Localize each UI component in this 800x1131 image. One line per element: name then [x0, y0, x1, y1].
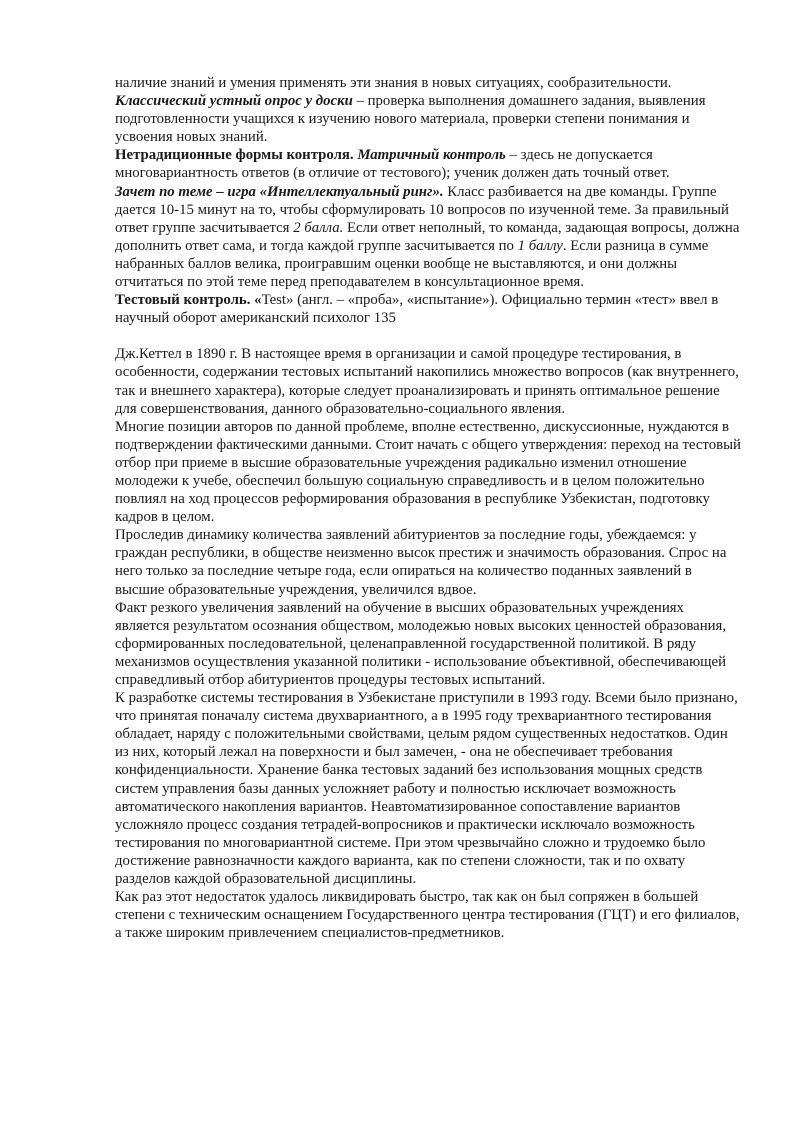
paragraph-testing-system: К разработке системы тестирования в Узбекистане приступили в 1993 году. Всеми было признано, что принятая поначалу система двухвариантного, а в 1995 году трехвариантного тестирования обладает, наряду с положительными свойствами, целым рядом существенных недостатков. Один из них, который лежал на поверхности и был замечен, - она не обеспечивает требования конфиденциальности. Хранение банка тестовых заданий без использования мощных средств систем управления базы данных усложняет работу и полностью исключает возможность автоматического накопления вариантов. Неавтоматизированное сопоставление вариантов усложняло процесс создания тетрадей-вопросников и практически исключало возможность тестирования по многовариантной системе. При этом чрезвычайно сложно и трудоемко было достижение равнозначности каждого варианта, как по степени сложности, так и по охвату разделов каждой образовательной дисциплины.: [115, 690, 738, 888]
paragraph-applications-dynamics: Проследив динамику количества заявлений абитуриентов за последние годы, убеждаемся: у граждан республики, в обществе неизменно высок престиж и значимость образования. Спрос на него только за последние четыре года, если опираться на количество поданных заявлений в высшие образовательные учреждения, увеличился вдвое.: [115, 527, 727, 598]
paragraph-intellectual-ring: Зачет по теме – игра «Интеллектуальный ринг». Класс разбивается на две команды. Группе дается 10-15 минут на то, чтобы сформулировать 10 вопросов по изученной теме. За правильный ответ группе засчитывается 2 балла. Если ответ неполный, то команда, задающая вопросы, должна дополнить ответ сама, и тогда каждой группе засчитывается по 1 баллу. Если разница в сумме набранных баллов велика, проигравшим оценки вообще не выставляются, и они должны отчитаться по этой теме перед преподавателем в консультационное время.: [115, 183, 740, 291]
heading-intellectual-ring: Зачет по теме – игра «Интеллектуальный ринг».: [115, 183, 444, 200]
document-page: [115, 74, 741, 942]
paragraph-test-control: Тестовый контроль. «Test» (англ. – «проба», «испытание»). Официально термин «тест» ввел в научный оборот американский психолог 135: [115, 292, 719, 327]
blank-line: [115, 327, 741, 345]
heading-oral-survey: Классический устный опрос у доски: [115, 93, 353, 110]
paragraph-technical-equipment: Как раз этот недостаток удалось ликвидировать быстро, так как он был сопряжен в большей степени с техническим оснащением Государственного центра тестирования (ГЦТ) и его филиалов, а также широким привлечением специалистов-предметников.: [115, 889, 740, 942]
heading-matrix-control: Матричный контроль: [357, 147, 506, 164]
heading-test-control: Тестовый контроль. «: [115, 292, 262, 309]
paragraph-authors-positions: Многие позиции авторов по данной проблеме, вполне естественно, дискуссионные, нуждаются в подтверждении фактическими данными. Стоит начать с общего утверждения: переход на тестовый отбор при приеме в высшие образовательные учреждения радикально изменил отношение молодежи к учебе, обеспечил большую социальную справедливость и в целом положительно повлиял на ход процессов реформирования образования в республике Узбекистан, подготовку кадров в целом.: [115, 418, 741, 526]
heading-nontraditional-control: Нетрадиционные формы контроля.: [115, 147, 358, 164]
paragraph-cattell: Дж.Кеттел в 1890 г. В настоящее время в организации и самой процедуре тестирования, в особенности, содержании тестовых испытаний накопились множество вопросов (как внутреннего, так и внешнего характера), которые следует проанализировать и принять оптимальное решение для совершенствования, данного образовательно-социального явления.: [115, 346, 739, 417]
paragraph-nontraditional-control: Нетрадиционные формы контроля. Матричный контроль – здесь не допускается многовариантность ответов (в отличие от тестового); ученик должен дать точный ответ.: [115, 147, 670, 182]
paragraph-1: наличие знаний и умения применять эти знания в новых ситуациях, сообразительности.: [115, 75, 672, 91]
paragraph-applications-growth: Факт резкого увеличения заявлений на обучение в высших образовательных учреждениях является результатом осознания обществом, молодежью новых высоких ценностей образования, сформированных последовательной, целенаправленной государственной политикой. В ряду механизмов осуществления указанной политики - использование объективной, обеспечивающей справедливый отбор абитуриентов процедуры тестовых испытаний.: [115, 599, 727, 688]
paragraph-oral-survey: Классический устный опрос у доски – проверка выполнения домашнего задания, выявления подготовленности учащихся к изучению нового материала, проверки степени понимания и усвоения новых знаний.: [115, 93, 706, 146]
